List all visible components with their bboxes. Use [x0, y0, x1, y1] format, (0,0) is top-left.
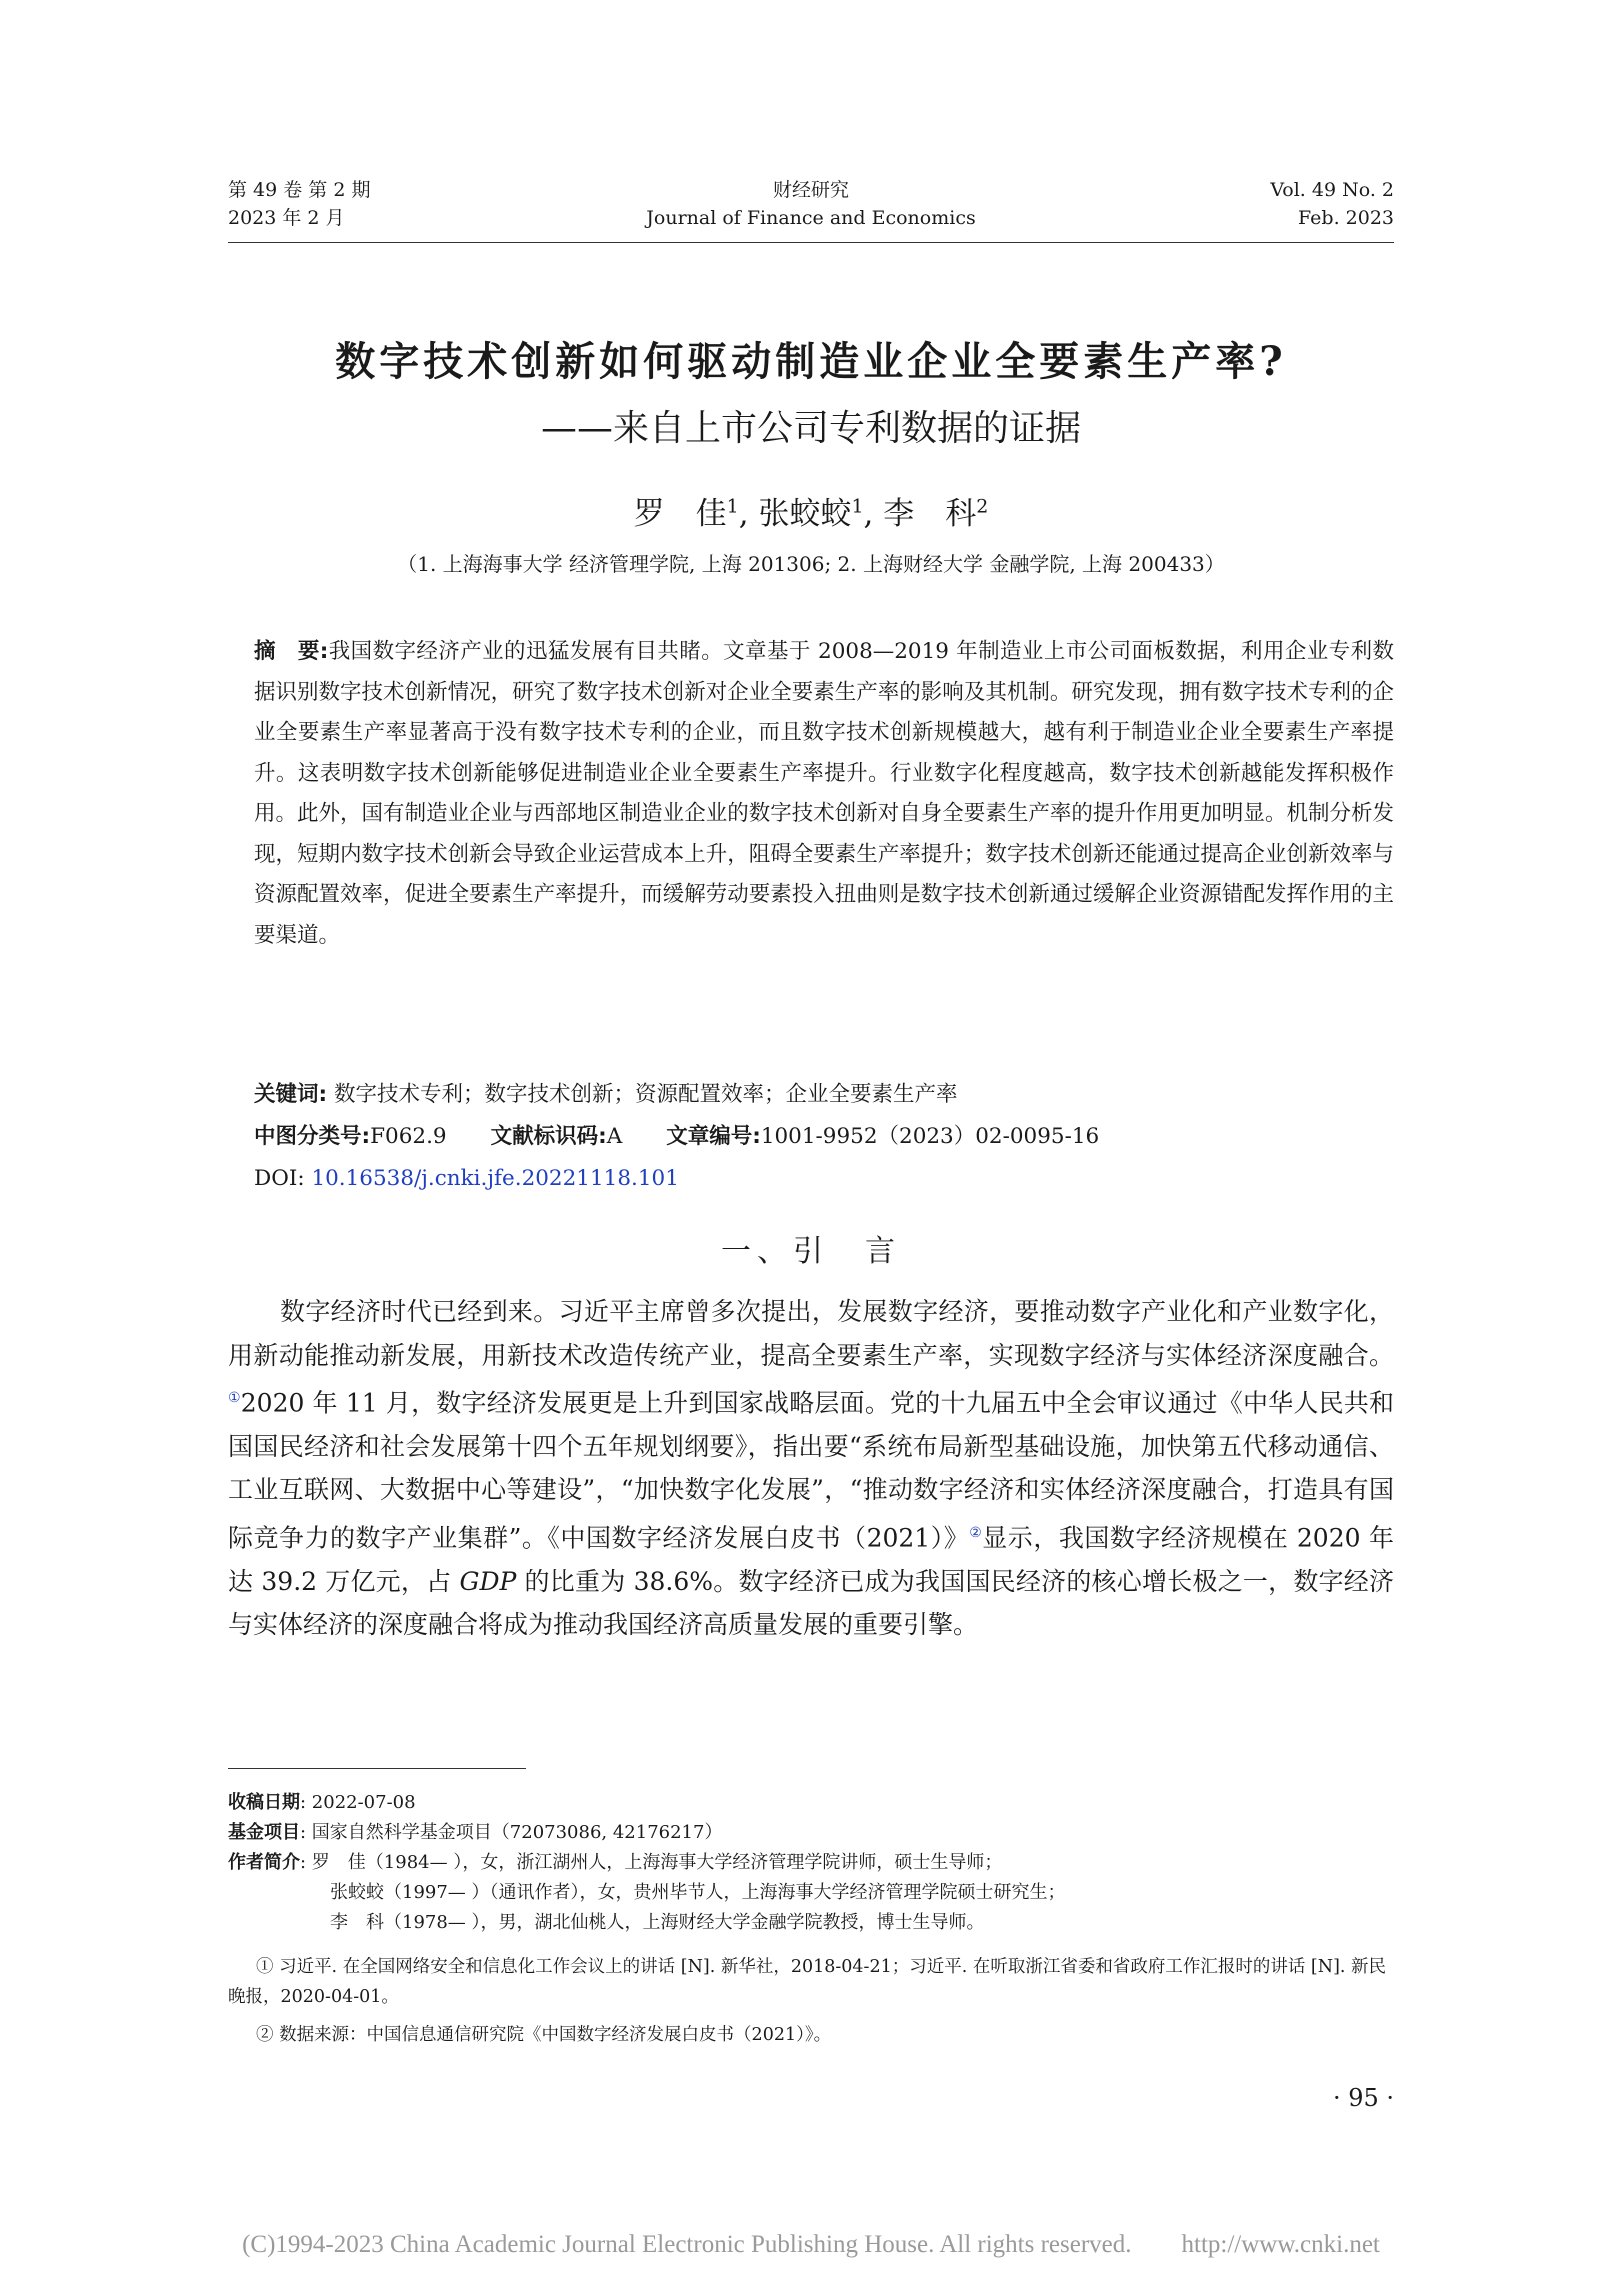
article-number-label: 文章编号: [666, 1124, 761, 1149]
page-number: · 95 · [1332, 2084, 1394, 2112]
affiliation-mark: 2 [976, 495, 989, 518]
volume-en-line: Vol. 49 No. 2 [1270, 179, 1394, 201]
classification-line [254, 1122, 1394, 1152]
keywords-label: 关键词: [254, 1082, 328, 1107]
received-value: : 2022-07-08 [300, 1792, 416, 1813]
copyright-watermark: (C)1994-2023 China Academic Journal Electronic Publishing House. All rights reserved. http://www.cnki.net [242, 2231, 1380, 2258]
bio-label: 作者简介 [228, 1852, 300, 1873]
received-date [228, 1788, 1394, 1818]
journal-volume-en [1270, 176, 1394, 232]
received-label: 收稿日期 [228, 1792, 300, 1813]
footnotes [228, 1952, 1394, 2058]
fund-label: 基金项目 [228, 1822, 300, 1843]
doc-code-value: A [606, 1124, 623, 1149]
section-heading: 一、引 言 [721, 1234, 901, 1269]
footnote-divider [228, 1768, 526, 1769]
keywords [254, 1080, 1394, 1110]
doc-code-label: 文献标识码: [490, 1124, 607, 1149]
journal-name-en: Journal of Finance and Economics [646, 207, 976, 229]
clc-label: 中图分类号: [254, 1124, 371, 1149]
author-name: , 李 科 [863, 496, 977, 532]
gdp-term: GDP [459, 1566, 517, 1596]
paper-subtitle: ——来自上市公司专利数据的证据 [540, 408, 1081, 449]
footnote-1: ① 习近平. 在全国网络安全和信息化工作会议上的讲话 [N]. 新华社，2018-04-21；习近平. 在听取浙江省委和省政府工作汇报时的讲话 [N]. 新民晚报，2020-04-01。 [228, 1957, 1387, 2007]
author-list [0, 488, 1622, 533]
bio-line: 李 科（1978— ），男，湖北仙桃人，上海财经大学金融学院教授，博士生导师。 [330, 1912, 985, 1933]
affiliation-mark: 1 [726, 495, 739, 518]
footnote-ref-2[interactable]: ② [969, 1524, 983, 1541]
fund-project [228, 1818, 1394, 1848]
abstract [254, 632, 1394, 956]
footnote-ref-1[interactable]: ① [228, 1390, 241, 1406]
affiliation-mark: 1 [851, 495, 864, 518]
doi-link[interactable]: 10.16538/j.cnki.jfe.20221118.101 [311, 1166, 679, 1191]
date-en-line: Feb. 2023 [1298, 207, 1394, 229]
bio-line: 张蛟蛟（1997— ）（通讯作者），女，贵州毕节人，上海海事大学经济管理学院硕士研究生； [330, 1882, 1066, 1903]
journal-name-cn: 财经研究 [772, 179, 849, 201]
footnote-2: ② 数据来源：中国信息通信研究院《中国数字经济发展白皮书（2021）》。 [256, 2025, 832, 2045]
body-text: 的比重为 38.6%。数字经济已成为我国国民经济的核心增长极之一，数字经济与实体经济的深度融合将成为推动我国经济高质量发展的重要引擎。 [228, 1566, 1394, 1640]
doi-line [254, 1164, 1394, 1194]
clc-value: F062.9 [370, 1124, 447, 1149]
doi-label: DOI: [254, 1166, 312, 1191]
header-divider [228, 242, 1394, 243]
body-text: 显示，我国数字经济规模在 2020 年达 39.2 万亿元，占 [228, 1523, 1394, 1596]
fund-value: : 国家自然科学基金项目（72073086, 42176217） [300, 1822, 723, 1843]
body-text: 2020 年 11 月，数字经济发展更是上升到国家战略层面。党的十九届五中全会审议通过《中华人民共和国国民经济和社会发展第十四个五年规划纲要》，指出要“系统布局新型基础设施，加快第五代移动通信、工业互联网、大数据中心等建设”，“加快数字化发展”，“推动数字经济和实体经济深度融合，打造具有国际竞争力的数字产业集群”。《中国数字经济发展白皮书（2021）》 [228, 1388, 1394, 1553]
issue-date-line: 2023 年 2 月 [228, 207, 345, 229]
abstract-label: 摘 要: [254, 639, 329, 664]
author-name: , 张蛟蛟 [738, 496, 852, 532]
abstract-text: 我国数字经济产业的迅猛发展有目共睹。文章基于 2008—2019 年制造业上市公司面板数据，利用企业专利数据识别数字技术创新情况，研究了数字技术创新对企业全要素生产率的影响及其机制。研究发现，拥有数字技术专利的企业全要素生产率显著高于没有数字技术专利的企业，而且数字技术创新规模越大，越有利于制造业企业全要素生产率提升。这表明数字技术创新能够促进制造业企业全要素生产率提升。行业数字化程度越高，数字技术创新越能发挥积极作用。此外，国有制造业企业与西部地区制造业企业的数字技术创新对自身全要素生产率的提升作用更加明显。机制分析发现，短期内数字技术创新会导致企业运营成本上升，阻碍全要素生产率提升；数字技术创新还能通过提高企业创新效率与资源配置效率，促进全要素生产率提升，而缓解劳动要素投入扭曲则是数字技术创新通过缓解企业资源错配发挥作用的主要渠道。 [254, 639, 1394, 948]
author-bio [228, 1848, 1394, 1878]
body-paragraph [228, 1290, 1394, 1647]
author-name: 罗 佳 [633, 496, 727, 532]
paper-title: 数字技术创新如何驱动制造业企业全要素生产率? [335, 338, 1287, 385]
author-affiliations: （1. 上海海事大学 经济管理学院, 上海 201306; 2. 上海财经大学 金融学院, 上海 200433） [397, 552, 1225, 576]
volume-issue-line: 第 49 卷 第 2 期 [228, 179, 371, 201]
bio-line: : 罗 佳（1984— ），女，浙江湖州人，上海海事大学经济管理学院讲师，硕士生导师； [300, 1852, 1003, 1873]
keywords-text: 数字技术专利；数字技术创新；资源配置效率；企业全要素生产率 [327, 1082, 958, 1107]
body-text: 数字经济时代已经到来。习近平主席曾多次提出，发展数字经济，要推动数字产业化和产业数字化，用新动能推动新发展，用新技术改造传统产业，提高全要素生产率，实现数字经济与实体经济深度融合。 [228, 1297, 1394, 1370]
article-number-value: 1001-9952（2023）02-0095-16 [760, 1124, 1100, 1149]
